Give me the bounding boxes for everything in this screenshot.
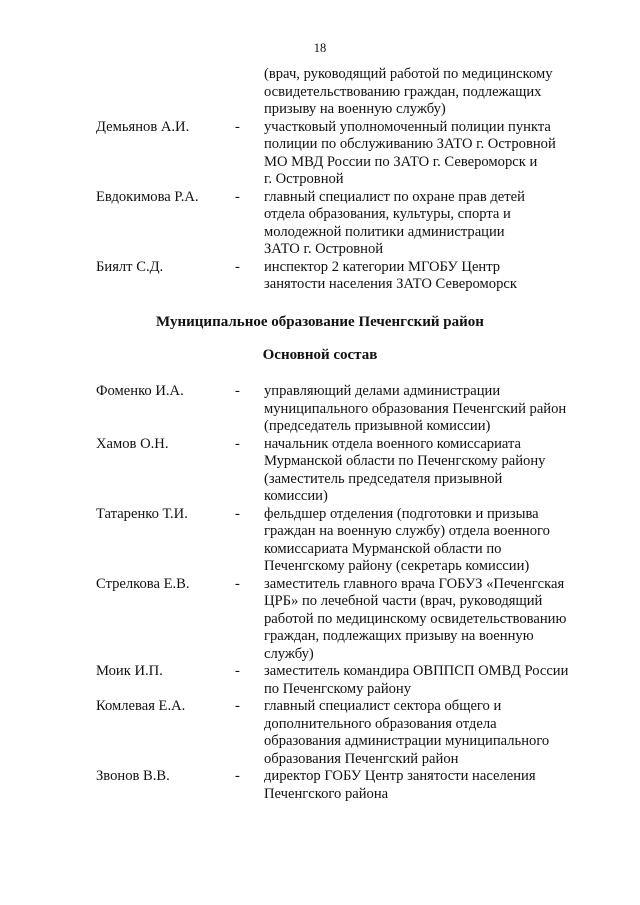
role-line: граждан, подлежащих призыву на военную — [264, 628, 534, 644]
member-row — [0, 119, 640, 189]
role-line: по Печенгскому району — [264, 680, 412, 697]
dash-separator: - — [235, 118, 240, 135]
member-name: Фоменко И.А. — [96, 383, 184, 399]
role-line: (председатель призывной комиссии) — [264, 418, 491, 434]
member-row — [0, 768, 640, 803]
member-name: Стрелкова Е.В. — [96, 575, 190, 592]
member-name: Моик И.П. — [96, 663, 163, 679]
role-line: управляющий делами администрации — [264, 383, 501, 399]
member-name: Биялт С.Д. — [96, 258, 164, 275]
member-name: Татаренко Т.И. — [96, 505, 188, 522]
member-role — [264, 119, 594, 189]
member-row — [0, 383, 640, 436]
dash-separator: - — [235, 383, 240, 399]
member-role — [264, 259, 594, 294]
member-row — [0, 698, 640, 768]
role-line: молодежной политики администрации — [264, 223, 505, 240]
member-row — [0, 663, 640, 698]
role-line: главный специалист по охране прав детей — [264, 188, 525, 205]
role-line: (врач, руководящий работой по медицинскому — [264, 66, 553, 82]
role-line: заместитель главного врача ГОБУЗ «Печенгская — [264, 575, 565, 592]
dash-separator: - — [235, 505, 240, 522]
dash-separator: - — [235, 663, 240, 679]
member-role — [264, 189, 594, 259]
member-role — [264, 436, 594, 506]
member-row — [0, 506, 640, 576]
role-line: Печенгскому району (секретарь комиссии) — [264, 558, 530, 574]
member-name: Евдокимова Р.А. — [96, 188, 199, 205]
role-line: г. Островной — [264, 171, 344, 187]
dash-separator: - — [235, 698, 240, 714]
member-row — [0, 436, 640, 506]
member-row — [0, 189, 640, 259]
role-line: (заместитель председателя призывной — [264, 470, 503, 487]
dash-separator: - — [235, 435, 240, 452]
role-line: ЦРБ» по лечебной части (врач, руководящий — [264, 593, 543, 609]
member-row — [0, 259, 640, 294]
member-role — [264, 576, 594, 664]
dash-separator: - — [235, 188, 240, 205]
member-row — [0, 66, 640, 119]
role-line: образования администрации муниципального — [264, 733, 550, 749]
member-name: Хамов О.Н. — [96, 435, 169, 452]
page-number: 18 — [313, 41, 327, 55]
member-role — [264, 506, 594, 576]
role-line: службу) — [264, 645, 314, 662]
member-role — [264, 383, 594, 436]
role-line: дополнительного образования отдела — [264, 715, 497, 732]
role-line: отдела образования, культуры, спорта и — [264, 206, 511, 222]
role-line: образования Печенгский район — [264, 750, 459, 767]
section-title: Муниципальное образование Печенгский район — [156, 314, 484, 330]
role-line: директор ГОБУ Центр занятости населения — [264, 768, 536, 784]
role-line: начальник отдела военного комиссариата — [264, 435, 522, 452]
role-line: занятости населения ЗАТО Североморск — [264, 276, 517, 292]
dash-separator: - — [235, 575, 240, 592]
role-line: инспектор 2 категории МГОБУ Центр — [264, 258, 501, 275]
subsection-title: Основной состав — [262, 347, 378, 363]
role-line: ЗАТО г. Островной — [264, 241, 384, 257]
role-line: Мурманской области по Печенгскому району — [264, 453, 546, 469]
dash-separator: - — [235, 258, 240, 275]
role-line: Печенгского района — [264, 785, 389, 802]
member-role — [264, 698, 594, 768]
member-role — [264, 663, 594, 698]
role-line: главный специалист сектора общего и — [264, 698, 502, 714]
role-line: полиции по обслуживанию ЗАТО г. Островной — [264, 136, 556, 152]
member-name: Звонов В.В. — [96, 768, 170, 784]
role-line: работой по медицинскому освидетельствованию — [264, 610, 567, 627]
role-line: фельдшер отделения (подготовки и призыва — [264, 505, 539, 522]
role-line: освидетельствованию граждан, подлежащих — [264, 83, 542, 100]
role-line: заместитель командира ОВППСП ОМВД России — [264, 663, 569, 679]
dash-separator: - — [235, 768, 240, 784]
member-name: Комлевая Е.А. — [96, 698, 186, 714]
role-line: граждан на военную службу) отдела военного — [264, 523, 550, 539]
role-line: призыву на военную службу) — [264, 101, 446, 117]
role-line: муниципального образования Печенгский район — [264, 400, 567, 417]
member-name: Демьянов А.И. — [96, 118, 190, 135]
top-member-list — [0, 66, 640, 294]
member-row — [0, 576, 640, 664]
role-line: участковый уполномоченный полиции пункта — [264, 118, 551, 135]
role-line: комиссариата Мурманской области по — [264, 540, 502, 557]
member-role — [264, 768, 594, 803]
member-role — [264, 66, 594, 119]
role-line: МО МВД России по ЗАТО г. Североморск и — [264, 153, 538, 170]
main-member-list — [0, 383, 640, 803]
role-line: комиссии) — [264, 488, 328, 504]
